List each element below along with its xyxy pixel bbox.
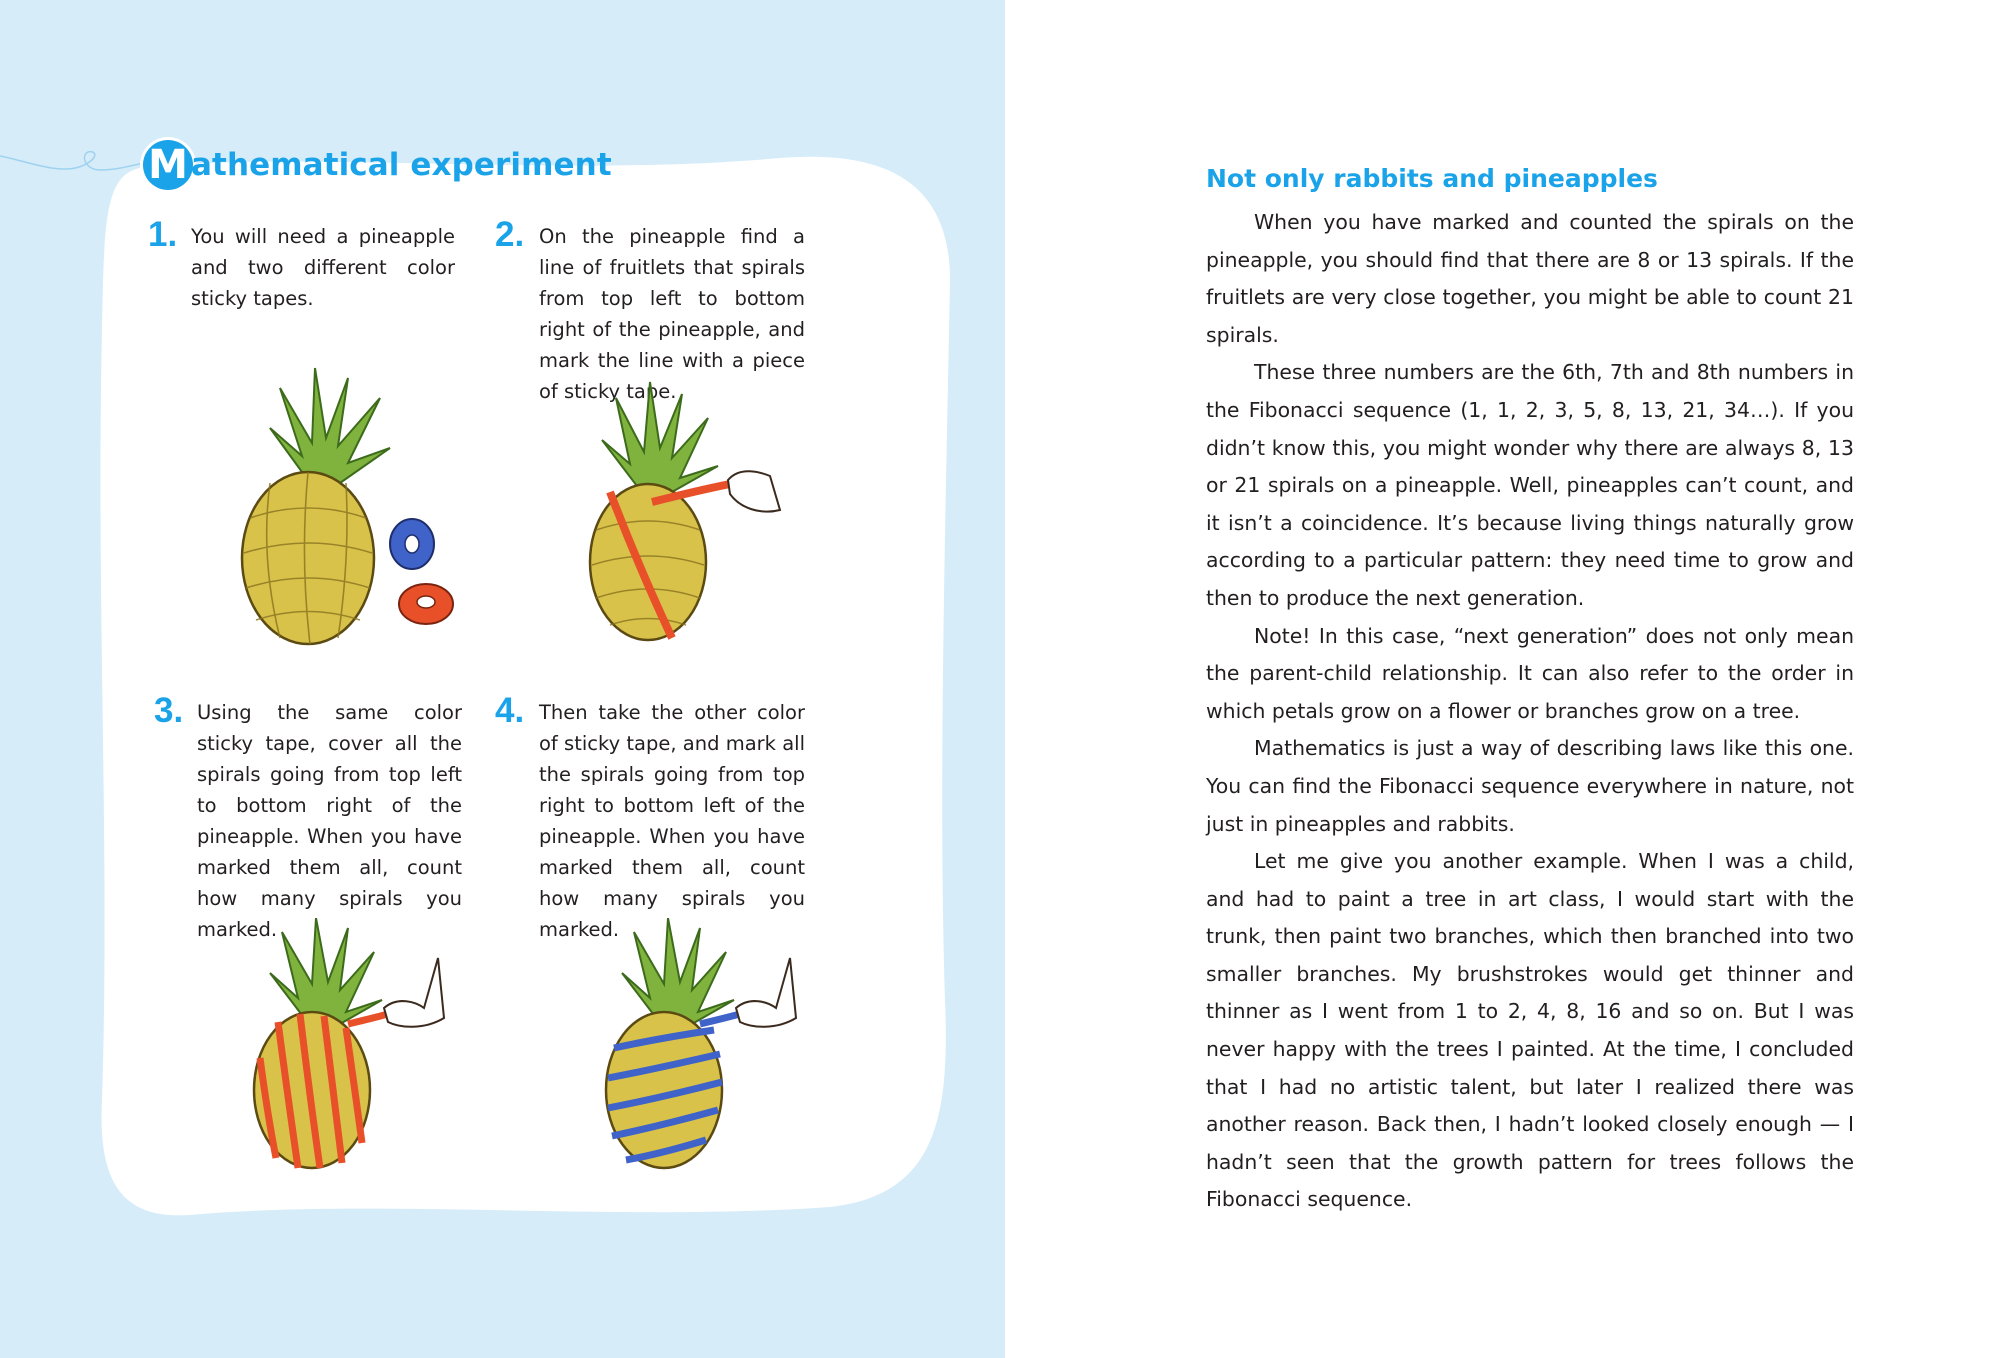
step-number: 4. [495,691,525,730]
paragraph: Mathematics is just a way of describing laws like this one. You can find the Fibonacci sequence everywhere in nature, not just in pineapples and rabbits. [1206,736,1854,836]
paragraph: Note! In this case, “next generation” does not only mean the parent-child relationship. It can also refer to the order in which petals grow on a flower or branches grow on a tree. [1206,623,1854,723]
pineapple-single-red-tape-icon [580,380,790,645]
step-number: 2. [495,215,525,254]
step-number: 1. [148,215,178,254]
heading-text: athematical experiment [191,147,612,183]
paragraph: These three numbers are the 6th, 7th and 8th numbers in the Fibonacci sequence (1, 1, 2, 3, 5, 8, 13, 21, 34…). If you didn’t know this, you might wonder why there are always 8, 13 or 21 spirals on a pineapple. Well, pineapples can’t count, and it isn’t a coincidence. It’s because living things naturally grow according to a particular pattern: they need time to grow and then to produce the next generation. [1206,360,1854,610]
step-number: 3. [154,691,184,730]
pineapple-red-spirals-icon [248,918,448,1173]
paragraph: When you have marked and counted the spirals on the pineapple, you should find that there are 8 or 13 spirals. If the fruitlets are very close together, you might be able to count 21 spirals. [1206,210,1854,347]
step-text: You will need a pineapple and two different color sticky tapes. [191,225,455,310]
section-heading [143,138,612,192]
pineapple-blue-spirals-icon [600,918,800,1173]
pineapple-with-tape-rolls-icon [230,358,470,648]
step-text: Using the same color sticky tape, cover all the spirals going from top left to bottom right of the pineapple. When you have marked them all, count how many spirals you marked. [197,701,462,941]
body-text [1206,204,1854,1219]
section-title: Not only rabbits and pineapples [1206,164,1658,193]
paragraph: Let me give you another example. When I was a child, and had to paint a tree in art class, I would start with the trunk, then paint two branches, which then branched into two smaller branches. My brushstrokes would get thinner and thinner as I went from 1 to 2, 4, 8, 16 and so on. But I was never happy with the trees I painted. At the time, I concluded that I had no artistic talent, but later I realized there was another reason. Back then, I hadn’t looked closely enough — I hadn’t seen that the growth pattern for trees follows the Fibonacci sequence. [1206,849,1854,1212]
step-text: On the pineapple find a line of fruitlets that spirals from top left to bottom right of the pineapple, and mark the line with a piece of sticky tape. [539,225,805,403]
heading-initial-badge: M [143,140,193,190]
step-text: Then take the other color of sticky tape, and mark all the spirals going from top right to bottom left of the pineapple. When you have marked them all, count how many spirals you marked. [539,701,805,941]
